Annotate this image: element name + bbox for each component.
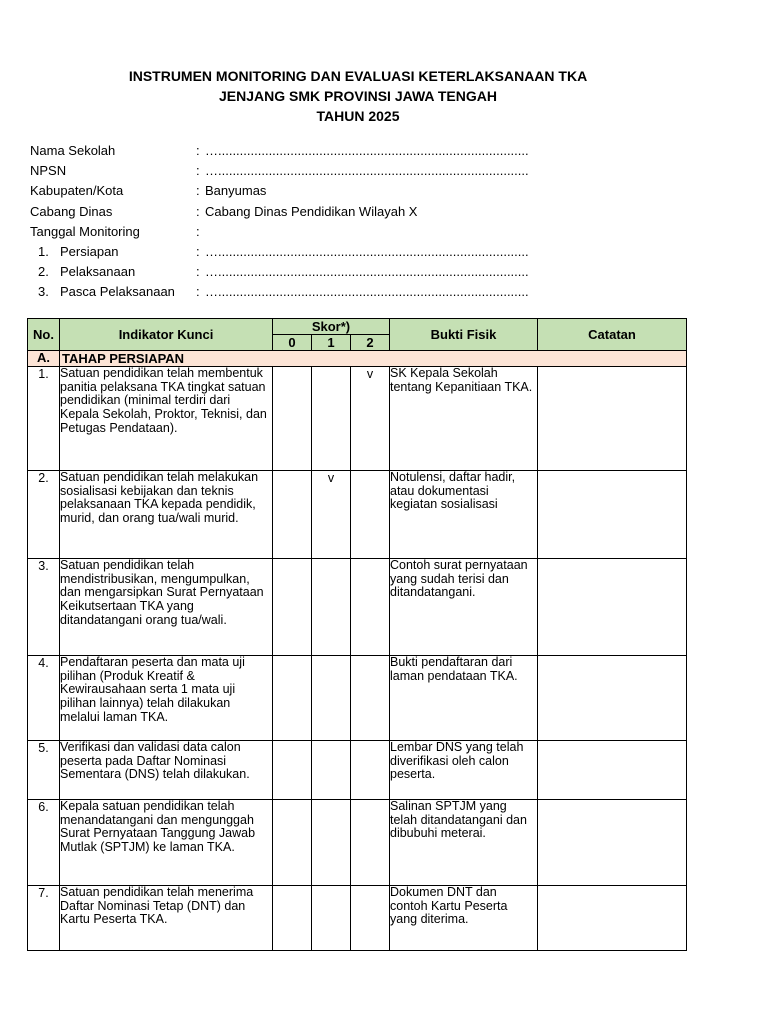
score-cell-2[interactable] xyxy=(351,656,390,741)
table-row xyxy=(28,559,687,656)
score-cell-2[interactable] xyxy=(351,741,390,800)
row-catatan[interactable] xyxy=(538,471,687,559)
header-skor-1: 1 xyxy=(312,335,351,351)
info-label: Nama Sekolah xyxy=(30,143,116,158)
info-label: Persiapan xyxy=(60,243,119,259)
score-cell-0[interactable] xyxy=(273,367,312,471)
score-cell-0[interactable] xyxy=(273,741,312,800)
score-cell-1[interactable] xyxy=(312,800,351,886)
header-catatan: Catatan xyxy=(538,319,687,351)
table-row xyxy=(28,471,687,559)
row-number: 6. xyxy=(28,800,60,886)
row-bukti-fisik: Salinan SPTJM yang telah ditandatangani dan dibubuhi meterai. xyxy=(390,800,538,886)
score-cell-0[interactable] xyxy=(273,800,312,886)
row-indikator: Satuan pendidikan telah membentuk panitia pelaksana TKA tingkat satuan pendidikan (minimal terdiri dari Kepala Sekolah, Proktor, Teknisi, dan Petugas Pendataan). xyxy=(60,367,273,471)
row-indikator: Satuan pendidikan telah mendistribusikan, mengumpulkan, dan mengarsipkan Surat Pernyataan Keikutsertaan TKA yang ditandatangani orang tua/wali. xyxy=(60,559,273,656)
row-bukti-fisik: Bukti pendaftaran dari laman pendataan TKA. xyxy=(390,656,538,741)
table-row xyxy=(28,656,687,741)
row-catatan[interactable] xyxy=(538,886,687,951)
info-colon: : xyxy=(196,143,200,158)
table-row xyxy=(28,367,687,471)
score-cell-1[interactable] xyxy=(312,741,351,800)
info-value-nama-sekolah: …...................................................................................... xyxy=(205,143,529,158)
info-colon: : xyxy=(196,284,200,300)
header-skor-2: 2 xyxy=(351,335,390,351)
score-cell-1[interactable] xyxy=(312,656,351,741)
row-catatan[interactable] xyxy=(538,741,687,800)
section-title: TAHAP PERSIAPAN xyxy=(60,351,687,367)
info-colon: : xyxy=(196,264,200,280)
section-row-tahap-persiapan xyxy=(28,351,687,367)
score-cell-1[interactable] xyxy=(312,886,351,951)
info-label: Pasca Pelaksanaan xyxy=(60,284,175,300)
row-bukti-fisik: Lembar DNS yang telah diverifikasi oleh calon peserta. xyxy=(390,741,538,800)
score-cell-2[interactable] xyxy=(351,886,390,951)
info-value-persiapan: …...................................................................................... xyxy=(205,243,529,259)
info-number: 1. xyxy=(38,243,49,259)
info-number: 3. xyxy=(38,284,49,300)
info-colon: : xyxy=(196,243,200,259)
header-no: No. xyxy=(28,319,60,351)
row-indikator: Kepala satuan pendidikan telah menandatangani dan mengunggah Surat Pernyataan Tanggung Jawab Mutlak (SPTJM) ke laman TKA. xyxy=(60,800,273,886)
info-value-kabupaten: Banyumas xyxy=(205,183,267,199)
row-indikator: Verifikasi dan validasi data calon peserta pada Daftar Nominasi Sementara (DNS) telah dilakukan. xyxy=(60,741,273,800)
info-colon: : xyxy=(196,203,200,219)
row-number: 2. xyxy=(28,471,60,559)
row-indikator: Satuan pendidikan telah menerima Daftar Nominasi Tetap (DNT) dan Kartu Peserta TKA. xyxy=(60,886,273,951)
row-bukti-fisik: Dokumen DNT dan contoh Kartu Peserta yang diterima. xyxy=(390,886,538,951)
header-indikator-kunci: Indikator Kunci xyxy=(60,319,273,351)
info-label: Pelaksanaan xyxy=(60,264,136,280)
info-colon: : xyxy=(196,163,200,179)
table-row xyxy=(28,886,687,951)
document-title-line1: INSTRUMEN MONITORING DAN EVALUASI KETERLAKSANAAN TKA xyxy=(128,68,588,84)
score-cell-2[interactable] xyxy=(351,471,390,559)
score-cell-1[interactable] xyxy=(312,367,351,471)
info-value-pelaksanaan: …...................................................................................... xyxy=(205,264,529,280)
section-code: A. xyxy=(28,351,60,367)
row-catatan[interactable] xyxy=(538,559,687,656)
score-cell-2[interactable]: v xyxy=(351,367,390,471)
info-label: NPSN xyxy=(30,163,67,179)
row-indikator: Satuan pendidikan telah melakukan sosialisasi kebijakan dan teknis pelaksanaan TKA kepada pendidik, murid, dan orang tua/wali murid. xyxy=(60,471,273,559)
info-colon: : xyxy=(196,183,200,199)
row-number: 7. xyxy=(28,886,60,951)
table-row xyxy=(28,800,687,886)
score-cell-0[interactable] xyxy=(273,559,312,656)
row-catatan[interactable] xyxy=(538,656,687,741)
info-value-pasca: …...................................................................................... xyxy=(205,284,529,300)
score-cell-2[interactable] xyxy=(351,559,390,656)
row-number: 4. xyxy=(28,656,60,741)
row-number: 3. xyxy=(28,559,60,656)
info-number: 2. xyxy=(38,264,49,280)
score-cell-0[interactable] xyxy=(273,656,312,741)
monitoring-table xyxy=(27,318,687,951)
score-cell-0[interactable] xyxy=(273,471,312,559)
row-bukti-fisik: Contoh surat pernyataan yang sudah terisi dan ditandatangani. xyxy=(390,559,538,656)
header-skor: Skor*) xyxy=(273,319,390,335)
score-cell-0[interactable] xyxy=(273,886,312,951)
score-cell-1[interactable] xyxy=(312,559,351,656)
info-value-cabang-dinas: Cabang Dinas Pendidikan Wilayah X xyxy=(205,203,418,219)
row-bukti-fisik: SK Kepala Sekolah tentang Kepanitiaan TKA. xyxy=(390,367,538,471)
row-number: 5. xyxy=(28,741,60,800)
row-catatan[interactable] xyxy=(538,367,687,471)
header-bukti-fisik: Bukti Fisik xyxy=(390,319,538,351)
row-indikator: Pendaftaran peserta dan mata uji pilihan (Produk Kreatif & Kewirausahaan serta 1 mata uji pilihan lainnya) telah dilakukan melalui laman TKA. xyxy=(60,656,273,741)
info-value-npsn: …...................................................................................... xyxy=(205,163,529,179)
row-catatan[interactable] xyxy=(538,800,687,886)
row-bukti-fisik: Notulensi, daftar hadir, atau dokumentasi kegiatan sosialisasi xyxy=(390,471,538,559)
info-colon: : xyxy=(196,223,200,239)
info-label: Kabupaten/Kota xyxy=(30,183,124,199)
table-row xyxy=(28,741,687,800)
header-skor-0: 0 xyxy=(273,335,312,351)
score-cell-1[interactable]: v xyxy=(312,471,351,559)
info-label: Cabang Dinas xyxy=(30,203,113,219)
info-label: Tanggal Monitoring xyxy=(30,223,140,239)
row-number: 1. xyxy=(28,367,60,471)
document-title-line2: JENJANG SMK PROVINSI JAWA TENGAH xyxy=(219,88,497,104)
document-title-line3: TAHUN 2025 xyxy=(316,108,400,124)
score-cell-2[interactable] xyxy=(351,800,390,886)
